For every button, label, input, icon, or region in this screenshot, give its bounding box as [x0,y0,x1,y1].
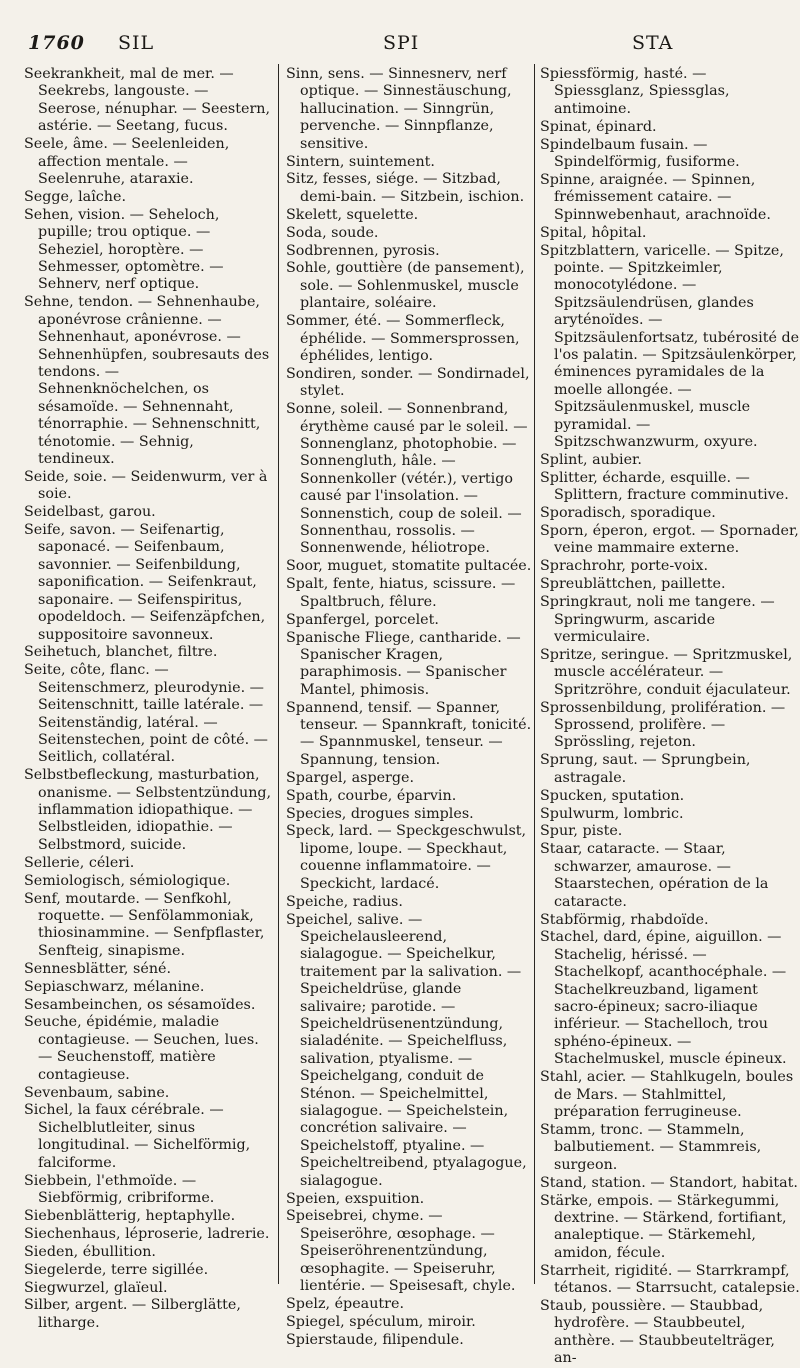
dictionary-entry: Staar, cataracte. — Staar, schwarzer, amaurose. — Staarstechen, opération de la cataracte. [540,841,769,910]
dictionary-entry: Spinat, épinard. [540,118,657,135]
column-divider [534,64,535,1284]
dictionary-entry: Semiologisch, sémiologique. [24,872,231,889]
dictionary-entry: Spital, hôpital. [540,224,647,241]
dictionary-entry: Stand, station. — Standort, habitat. [540,1174,798,1191]
dictionary-entry: Spiessförmig, hasté. — Spiessglanz, Spiessglas, antimoine. [540,66,730,117]
dictionary-entry: Spritze, seringue. — Spritzmuskel, muscle accélérateur. — Spritzröhre, conduit éjaculateur. [540,646,793,698]
dictionary-entry: Spath, courbe, éparvin. [286,787,457,804]
dictionary-entry: Seihetuch, blanchet, filtre. [24,644,218,661]
dictionary-entry: Sprossenbildung, prolifération. — Sprossend, prolifère. — Sprössling, rejeton. [540,699,786,751]
dictionary-entry: Soda, soude. [286,224,379,241]
dictionary-entry: Speiche, radius. [286,893,403,910]
dictionary-entry: Sehne, tendon. — Sehnenhaube, aponévrose crânienne. — Sehnenhaut, aponévrose. — Sehnenhüpfen, soubresauts des tendons. — Sehnenknöchelchen, os sésamoïde. — Sehnennaht, ténorraphie. — Sehnenschnitt, ténotomie. — Sehnig, tendineux. [24,294,270,467]
right-guide-word: STA [632,32,674,54]
dictionary-entry: Siebbein, l'ethmoïde. — Siebförmig, cribriforme. [24,1172,215,1206]
dictionary-entry: Sonne, soleil. — Sonnenbrand, érythème causé par le soleil. — Sonnenglanz, photophobie. — Sonnengluth, hâle. — Sonnenkoller (vétér.), vertigo causé par l'insolation. — Sonnenstich, coup de soleil. — Sonnenthau, rossolis. — Sonnenwende, héliotrope. [286,401,528,557]
dictionary-entry: Siegwurzel, glaïeul. [24,1279,168,1296]
dictionary-entry: Sepiaschwarz, mélanine. [24,978,205,995]
dictionary-entry: Stärke, empois. — Stärkegummi, dextrine. — Stärkend, fortifiant, analeptique. — Stärkemehl, amidon, fécule. [540,1192,787,1261]
dictionary-entry: Sieden, ébullition. [24,1243,156,1260]
dictionary-entry: Sodbrennen, pyrosis. [286,242,440,259]
dictionary-entry: Spannend, tensif. — Spanner, tenseur. — Spannkraft, tonicité. — Spannmuskel, tenseur. — Spannung, tension. [286,699,532,768]
dictionary-entry: Silber, argent. — Silberglätte, litharge. [24,1297,241,1331]
dictionary-entry: Springkraut, noli me tangere. — Springwurm, ascaride vermiculaire. [540,594,775,645]
dictionary-entry: Splitter, écharde, esquille. — Splittern, fracture comminutive. [540,469,789,504]
dictionary-entry: Speichel, salive. — Speichelausleerend, sialagogue. — Speichelkur, traitement par la salivation. — Speicheldrüse, glande salivaire; parotide. — Speicheldrüsenentzündung, sialadénite. — Speichelfluss, salivation, ptyalisme. — Speichelgang, conduit de Sténon. — Speichelmittel, sialagogue. — Speichelstein, concrétion salivaire. — Speichelstoff, ptyaline. — Speicheltreibend, ptyalagogue, sialagogue. [286,911,527,1189]
column-2 [286,66,532,1348]
column-3 [540,66,800,1367]
dictionary-entry: Spur, piste. [540,823,623,840]
dictionary-entry: Seite, côte, flanc. — Seitenschmerz, pleurodynie. — Seitenschnitt, taille latérale. — Seitenständig, latéral. — Seitenstechen, point de côté. — Seitlich, collatéral. [24,662,268,766]
dictionary-entry: Sintern, suintement. [286,153,435,170]
column-divider [278,64,279,1284]
dictionary-entry: Sennesblätter, séné. [24,960,172,977]
page-header [0,32,800,62]
dictionary-entry: Speisebrei, chyme. — Speiseröhre, œsophage. — Speiseröhrenentzündung, œsophagite. — Speiseruhr, lientérie. — Speisesaft, chyle. [286,1208,516,1295]
dictionary-entry: Sinn, sens. — Sinnesnerv, nerf optique. — Sinnestäuschung, hallucination. — Sinngrün, pervenche. — Sinnpflanze, sensitive. [286,66,512,152]
dictionary-entry: Spitzblattern, varicelle. — Spitze, pointe. — Spitzkeimler, monocotylédone. — Spitzsäulendrüsen, glandes aryténoïdes. — Spitzsäulenfortsatz, tubérosité de l'os palatin. — Spitzsäulenkörper, éminences pyramidales de la moelle allongée. — Spitzsäulenmuskel, muscle pyramidal. — Spitzschwanzwurm, oxyure. [540,242,800,451]
dictionary-entry: Staub, poussière. — Staubbad, hydrofère. — Staubbeutel, anthère. — Staubbeutelträger, an- [540,1297,775,1367]
dictionary-entry: Speien, exspuition. [286,1190,425,1207]
dictionary-entry: Sichel, la faux cérébrale. — Sichelblutleiter, sinus longitudinal. — Sichelförmig, falciforme. [24,1102,251,1171]
dictionary-entry: Speck, lard. — Speckgeschwulst, lipome, loupe. — Speckhaut, couenne inflammatoire. — Speckicht, lardacé. [286,823,527,892]
dictionary-entry: Sevenbaum, sabine. [24,1084,170,1101]
dictionary-entry: Sohle, gouttière (de pansement), sole. — Sohlenmuskel, muscle plantaire, soléaire. [286,260,525,312]
dictionary-entry: Selbstbefleckung, masturbation, onanisme. — Selbstentzündung, inflammation idiopathique. — Selbstleiden, idiopathie. —Selbstmord, suicide. [24,767,272,853]
dictionary-entry: Sporadisch, sporadique. [540,505,716,522]
dictionary-entry: Spinne, araignée. — Spinnen, frémissement cataire. — Spinnwebenhaut, arachnoïde. [540,171,771,223]
dictionary-entry: Sprung, saut. — Sprungbein, astragale. [540,752,751,786]
dictionary-entry: Sondiren, sonder. — Sondirnadel, stylet. [286,365,530,400]
dictionary-entry: Spargel, asperge. [286,769,415,786]
dictionary-entry: Sprachrohr, porte-voix. [540,558,709,575]
dictionary-entry: Siechenhaus, léproserie, ladrerie. [24,1225,270,1242]
dictionary-entry: Seele, âme. — Seelenleiden, affection mentale. — Seelenruhe, ataraxie. [24,136,230,187]
dictionary-entry: Seife, savon. — Seifenartig, saponacé. — Seifenbaum, savonnier. — Seifenbildung, saponification. — Seifenkraut, saponaire. — Seifenspiritus, opodeldoch. — Seifenzäpfchen, suppositoire savonneux. [24,522,266,643]
dictionary-entry: Stahl, acier. — Stahlkugeln, boules de Mars. — Stahlmittel, préparation ferrugineuse. [540,1069,794,1120]
dictionary-entry: Spreublättchen, paillette. [540,576,726,593]
column-1 [24,66,272,1331]
dictionary-entry: Sitz, fesses, siége. — Sitzbad, demi-bain. — Sitzbein, ischion. [286,171,525,205]
dictionary-entry: Sellerie, céleri. [24,854,135,871]
dictionary-entry: Spulwurm, lombric. [540,805,684,822]
dictionary-entry: Stamm, tronc. — Stammeln, balbutiement. — Stammreis, surgeon. [540,1121,762,1173]
dictionary-entry: Spindelbaum fusain. — Spindelförmig, fusiforme. [540,136,740,171]
dictionary-entry: Sporn, éperon, ergot. — Spornader, veine mammaire externe. [540,523,799,557]
dictionary-entry: Soor, muguet, stomatite pultacée. [286,558,532,575]
dictionary-entry: Splint, aubier. [540,451,642,468]
dictionary-entry: Spierstaude, filipendule. [286,1331,464,1348]
dictionary-entry: Seide, soie. — Seidenwurm, ver à soie. [24,468,268,503]
dictionary-entry: Spelz, épeautre. [286,1295,404,1312]
dictionary-entry: Spanfergel, porcelet. [286,611,439,628]
center-guide-word: SPI [383,32,420,54]
dictionary-entry: Starrheit, rigidité. — Starrkrampf, tétanos. — Starrsucht, catalepsie. [540,1262,800,1297]
dictionary-entry: Sehen, vision. — Seheloch, pupille; trou optique. — Seheziel, horoptère. — Sehmesser, optomètre. — Sehnerv, nerf optique. [24,206,224,293]
dictionary-entry: Spalt, fente, hiatus, scissure. — Spaltbruch, fêlure. [286,576,516,610]
dictionary-entry: Seuche, épidémie, maladie contagieuse. — Seuchen, lues. — Seuchenstoff, matière contagieuse. [24,1014,259,1083]
dictionary-entry: Seidelbast, garou. [24,504,156,521]
dictionary-entry: Skelett, squelette. [286,206,419,223]
dictionary-entry: Sommer, été. — Sommerfleck, éphélide. — Sommersprossen, éphélides, lentigo. [286,313,520,364]
dictionary-entry: Spiegel, spéculum, miroir. [286,1313,476,1330]
dictionary-entry: Segge, laîche. [24,188,126,205]
dictionary-entry: Siebenblätterig, heptaphylle. [24,1207,236,1224]
dictionary-entry: Species, drogues simples. [286,805,474,822]
dictionary-entry: Siegelerde, terre sigillée. [24,1261,209,1278]
dictionary-entry: Sesambeinchen, os sésamoïdes. [24,996,256,1013]
dictionary-entry: Seekrankheit, mal de mer. — Seekrebs, langouste. — Seerose, nénuphar. — Seestern, astérie. — Seetang, fucus. [24,66,271,135]
dictionary-entry: Senf, moutarde. — Senfkohl, roquette. — Senfölammoniak, thiosinammine. — Senfpflaster, Senfteig, sinapisme. [24,890,265,959]
dictionary-entry: Stachel, dard, épine, aiguillon. — Stachelig, hérissé. — Stachelkopf, acanthocéphale. — Stachelkreuzband, ligament sacro-épineux; sacro-iliaque inférieur. — Stachelloch, trou sphéno-épineux. — Stachelmuskel, muscle épineux. [540,929,787,1068]
left-guide-word: SIL [118,32,155,54]
page-number: 1760 [28,32,85,54]
dictionary-entry: Stabförmig, rhabdoïde. [540,911,709,928]
dictionary-entry: Spucken, sputation. [540,787,685,804]
dictionary-entry: Spanische Fliege, cantharide. — Spanischer Kragen, paraphimosis. — Spanischer Mantel, phimosis. [286,629,521,698]
